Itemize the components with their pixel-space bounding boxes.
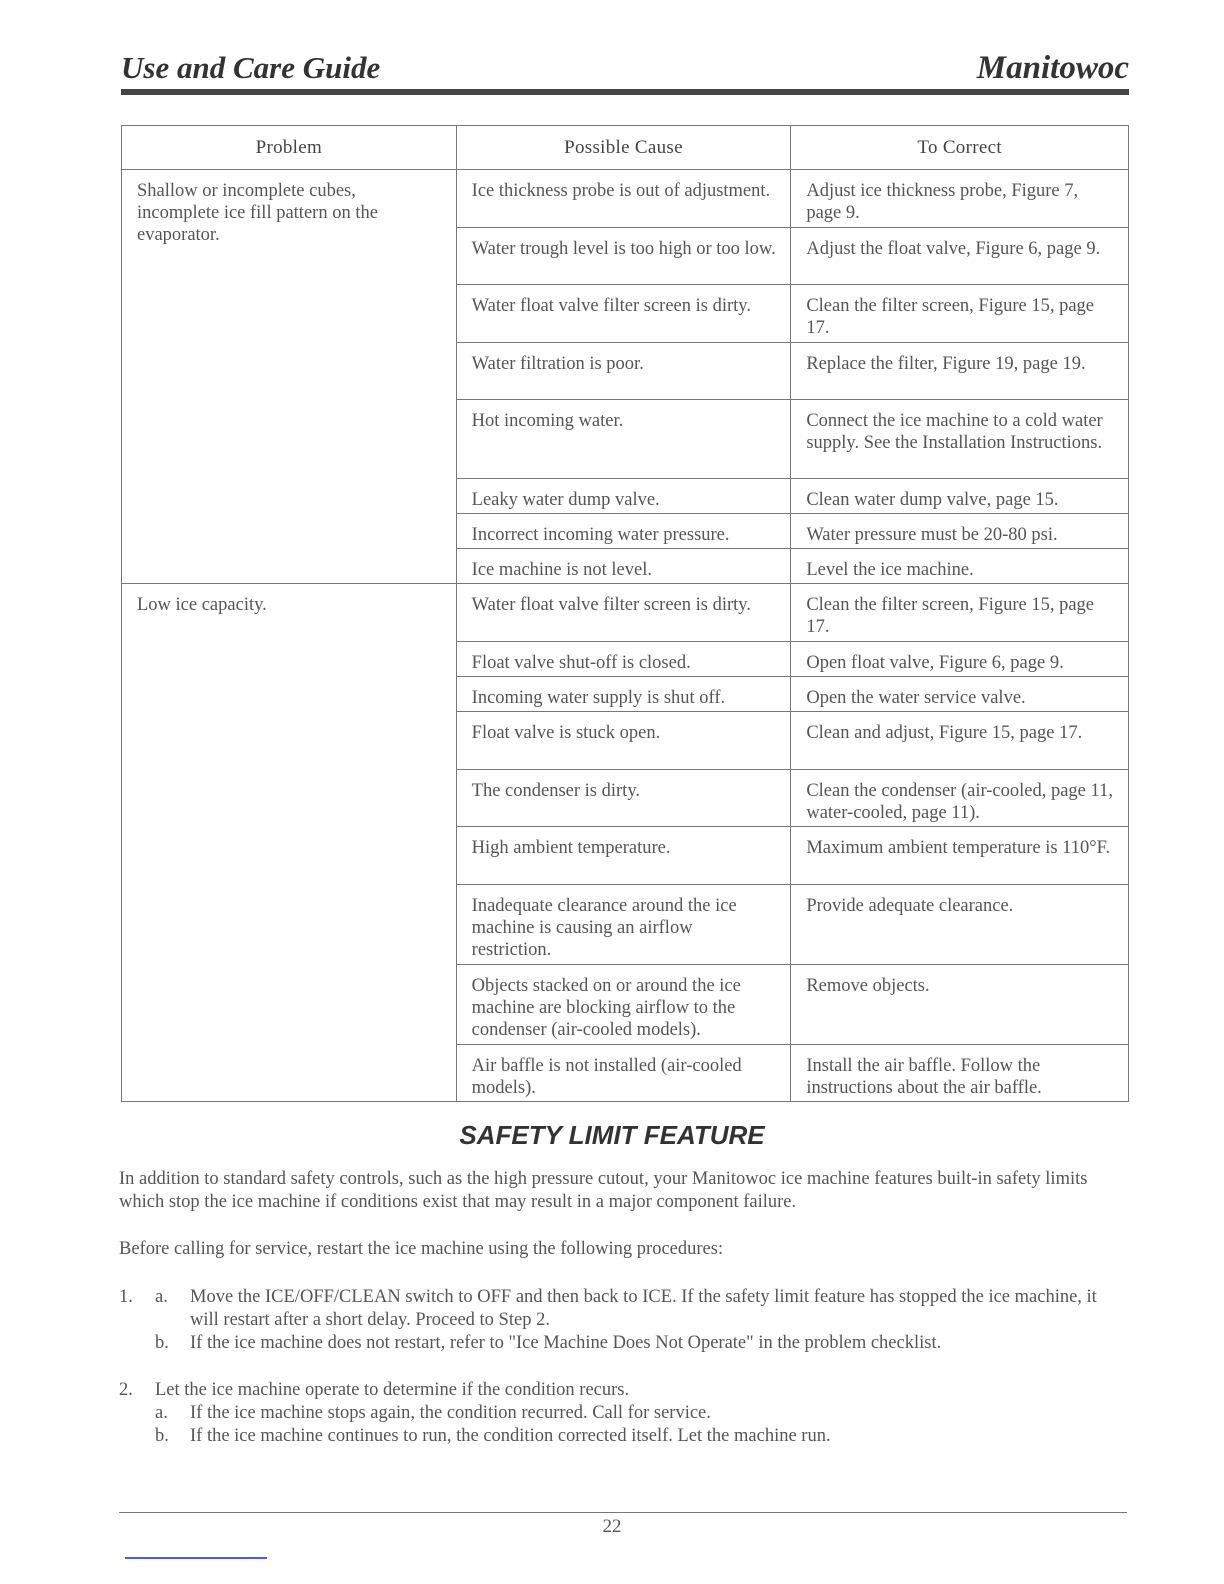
column-header-problem: Problem bbox=[122, 126, 457, 170]
correct-cell: Remove objects. bbox=[791, 965, 1129, 1045]
correct-cell: Clean and adjust, Figure 15, page 17. bbox=[791, 712, 1129, 770]
correct-cell: Clean the filter screen, Figure 15, page 17. bbox=[791, 584, 1129, 642]
correct-cell: Level the ice machine. bbox=[791, 549, 1129, 584]
table-row bbox=[122, 170, 1129, 228]
correct-cell: Connect the ice machine to a cold water supply. See the Installation Instructions. bbox=[791, 400, 1129, 479]
problem-cell: Shallow or incomplete cubes, incomplete ice fill pattern on the evaporator. bbox=[122, 170, 457, 584]
header-rule bbox=[121, 89, 1129, 95]
correct-cell: Adjust ice thickness probe, Figure 7, page 9. bbox=[791, 170, 1129, 228]
safety-before-paragraph: Before calling for service, restart the ice machine using the following procedures: bbox=[119, 1239, 724, 1259]
correct-cell: Open float valve, Figure 6, page 9. bbox=[791, 642, 1129, 677]
correct-cell: Clean water dump valve, page 15. bbox=[791, 479, 1129, 514]
cause-cell: Objects stacked on or around the ice machine are blocking airflow to the condenser (air-cooled models). bbox=[456, 965, 791, 1045]
cause-cell: High ambient temperature. bbox=[456, 827, 791, 885]
cause-cell: Ice machine is not level. bbox=[456, 549, 791, 584]
cause-cell: Incorrect incoming water pressure. bbox=[456, 514, 791, 549]
cause-cell: Float valve shut-off is closed. bbox=[456, 642, 791, 677]
cause-cell: The condenser is dirty. bbox=[456, 770, 791, 827]
step-1a-label: a. bbox=[155, 1287, 168, 1307]
step-2-number: 2. bbox=[119, 1380, 133, 1400]
step-1b-text: If the ice machine does not restart, refer to "Ice Machine Does Not Operate" in the problem checklist. bbox=[190, 1333, 942, 1353]
troubleshooting-table bbox=[121, 125, 1129, 1102]
cause-cell: Float valve is stuck open. bbox=[456, 712, 791, 770]
correct-cell: Install the air baffle. Follow the instructions about the air baffle. bbox=[791, 1045, 1129, 1102]
correct-cell: Clean the filter screen, Figure 15, page 17. bbox=[791, 285, 1129, 343]
step-2a-label: a. bbox=[155, 1403, 168, 1423]
cause-cell: Water float valve filter screen is dirty. bbox=[456, 285, 791, 343]
safety-intro-paragraph: In addition to standard safety controls, such as the high pressure cutout, your Manitowoc ice machine features built-in safety limits which stop the ice machine if conditions exist that may result in a major component failure. bbox=[119, 1169, 1088, 1212]
correct-cell: Clean the condenser (air-cooled, page 11, water-cooled, page 11). bbox=[791, 770, 1129, 827]
step-1-number: 1. bbox=[119, 1287, 133, 1307]
cause-cell: Hot incoming water. bbox=[456, 400, 791, 479]
cause-cell: Water filtration is poor. bbox=[456, 343, 791, 400]
cause-cell: Inadequate clearance around the ice machine is causing an airflow restriction. bbox=[456, 885, 791, 965]
correct-cell: Water pressure must be 20-80 psi. bbox=[791, 514, 1129, 549]
column-header-correct: To Correct bbox=[791, 126, 1129, 170]
cause-cell: Ice thickness probe is out of adjustment. bbox=[456, 170, 791, 228]
column-header-cause: Possible Cause bbox=[456, 126, 791, 170]
footer-rule bbox=[119, 1512, 1127, 1513]
problem-cell: Low ice capacity. bbox=[122, 584, 457, 1102]
cause-cell: Incoming water supply is shut off. bbox=[456, 677, 791, 712]
correct-cell: Adjust the float valve, Figure 6, page 9. bbox=[791, 228, 1129, 285]
section-title-safety: SAFETY LIMIT FEATURE bbox=[459, 1120, 765, 1150]
step-2b-text: If the ice machine continues to run, the condition corrected itself. Let the machine run. bbox=[190, 1426, 831, 1446]
header-title-right: Manitowoc bbox=[976, 50, 1129, 86]
cause-cell: Water trough level is too high or too low. bbox=[456, 228, 791, 285]
step-2-text: Let the ice machine operate to determine if the condition recurs. bbox=[155, 1380, 630, 1400]
step-2b-label: b. bbox=[155, 1426, 169, 1446]
scan-artifact-line bbox=[125, 1557, 267, 1559]
page-number: 22 bbox=[602, 1516, 622, 1537]
step-1a-text: Move the ICE/OFF/CLEAN switch to OFF and then back to ICE. If the safety limit feature has stopped the ice machine, it will restart after a short delay. Proceed to Step 2. bbox=[190, 1287, 1097, 1330]
correct-cell: Open the water service valve. bbox=[791, 677, 1129, 712]
correct-cell: Replace the filter, Figure 19, page 19. bbox=[791, 343, 1129, 400]
table-header-row bbox=[122, 126, 1129, 170]
correct-cell: Provide adequate clearance. bbox=[791, 885, 1129, 965]
cause-cell: Leaky water dump valve. bbox=[456, 479, 791, 514]
header-title-left: Use and Care Guide bbox=[121, 50, 381, 85]
step-1b-label: b. bbox=[155, 1333, 169, 1353]
cause-cell: Air baffle is not installed (air-cooled models). bbox=[456, 1045, 791, 1102]
table-row bbox=[122, 584, 1129, 642]
correct-cell: Maximum ambient temperature is 110°F. bbox=[791, 827, 1129, 885]
step-2a-text: If the ice machine stops again, the condition recurred. Call for service. bbox=[190, 1403, 711, 1423]
cause-cell: Water float valve filter screen is dirty. bbox=[456, 584, 791, 642]
